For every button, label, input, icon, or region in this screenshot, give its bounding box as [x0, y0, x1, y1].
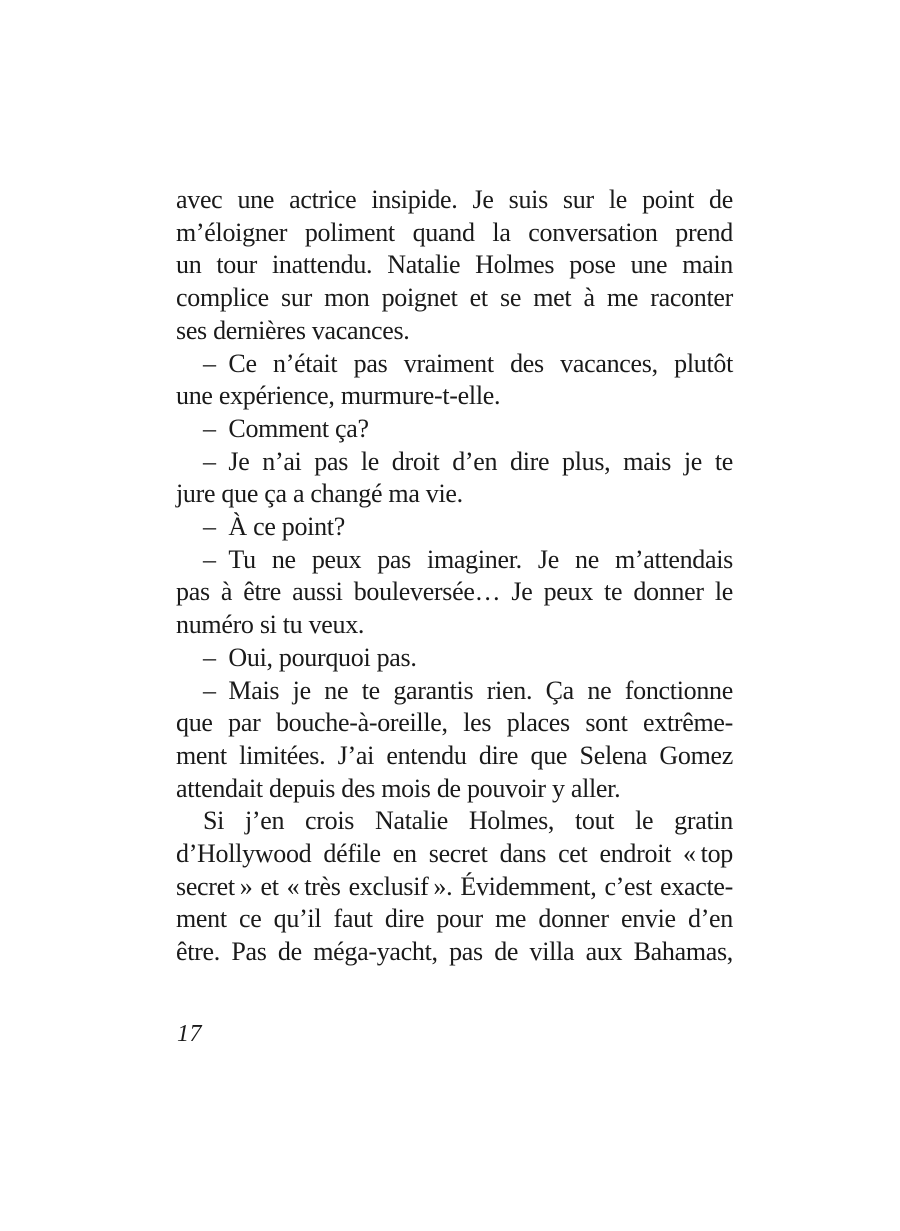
text-line: avec une actrice insipide. Je suis sur le point de	[176, 185, 733, 214]
text-line: – Oui, pourquoi pas.	[203, 642, 417, 672]
text-line: d’Hollywood défile en secret dans cet endroit « top	[176, 839, 733, 869]
text-line: attendait depuis des mois de pouvoir y aller.	[176, 773, 621, 803]
text-line: Si j’en crois Natalie Holmes, tout le gratin	[203, 806, 733, 836]
text-line: – À ce point?	[203, 512, 345, 542]
text-line: une expérience, murmure-t-elle.	[176, 381, 501, 411]
text-line: – Mais je ne te garantis rien. Ça ne fonctionne	[203, 675, 733, 705]
paragraph	[176, 446, 733, 511]
paragraph	[176, 805, 733, 969]
paragraph	[176, 642, 733, 675]
page-number: 17	[177, 1021, 202, 1047]
text-line: – Comment ça?	[203, 413, 369, 443]
text-line: un tour inattendu. Natalie Holmes pose une main	[176, 250, 733, 280]
paragraph	[176, 184, 733, 348]
text-line: numéro si tu veux.	[176, 610, 365, 640]
text-line: ment ce qu’il faut dire pour me donner envie d’en	[176, 904, 733, 934]
paragraph	[176, 544, 733, 642]
text-line: ses dernières vacances.	[176, 315, 410, 345]
text-line: ment limitées. J’ai entendu dire que Selena Gomez	[176, 740, 733, 770]
text-line: complice sur mon poignet et se met à me raconter	[176, 283, 733, 313]
paragraph	[176, 675, 733, 806]
text-line: être. Pas de méga-yacht, pas de villa aux Bahamas,	[176, 937, 733, 967]
text-line: secret » et « très exclusif ». Évidemment, c’est exacte-	[176, 871, 733, 901]
text-line: jure que ça a changé ma vie.	[176, 479, 463, 509]
paragraph	[176, 348, 733, 413]
text-line: m’éloigner poliment quand la conversation prend	[176, 217, 733, 247]
text-line: – Tu ne peux pas imaginer. Je ne m’attendais	[203, 544, 733, 574]
paragraph	[176, 511, 733, 544]
text-line: – Ce n’était pas vraiment des vacances, plutôt	[203, 348, 733, 378]
text-line: – Je n’ai pas le droit d’en dire plus, mais je te	[203, 446, 733, 476]
paragraph	[176, 413, 733, 446]
text-block	[176, 184, 733, 969]
text-line: pas à être aussi bouleversée… Je peux te donner le	[176, 577, 733, 607]
text-line: que par bouche-à-oreille, les places sont extrême-	[176, 708, 733, 738]
